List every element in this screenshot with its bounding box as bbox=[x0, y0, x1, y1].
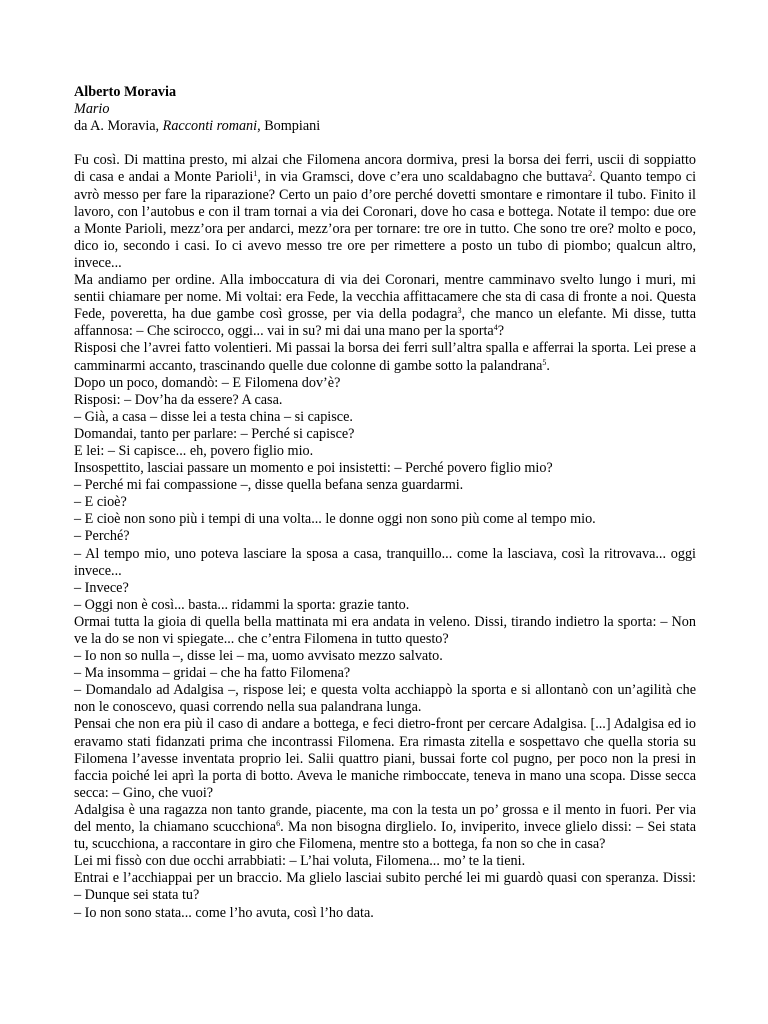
paragraph bbox=[74, 340, 696, 374]
text-run: – Io non so nulla –, disse lei – ma, uomo avvisato mezzo salvato. bbox=[74, 648, 443, 665]
source-book-title: Racconti romani bbox=[162, 118, 258, 135]
story-body bbox=[74, 152, 696, 921]
text-run: Fu così. Di mattina presto, mi alzai che Filomena ancora dormiva, presi la borsa dei ferri, uscii di soppiatto di casa e andai a Monte Parioli bbox=[74, 152, 696, 186]
source-prefix: da A. Moravia, bbox=[74, 118, 163, 135]
paragraph bbox=[74, 546, 696, 580]
text-run: Pensai che non era più il caso di andare a bottega, e feci dietro-front per cercare Adalgisa. [...] Adalgisa ed io eravamo stati fidanzati prima che incontrassi Filomena. Era rimasta zitella e sospettavo che quella storia su Filomena l’avesse inventata proprio lei. Salii quattro piani, bussai forte col pugno, per poco non la presi in faccia poiché lei aprì la porta di botto. Aveva le maniche rimboccate, teneva in mano una scopa. Disse secca secca: – Gino, che vuoi? bbox=[74, 716, 696, 801]
paragraph bbox=[74, 375, 696, 392]
text-run: – E cioè? bbox=[74, 494, 127, 511]
text-run: – Io non sono stata... come l’ho avuta, così l’ho data. bbox=[74, 904, 374, 921]
text-run: – Oggi non è così... basta... ridammi la sporta: grazie tanto. bbox=[74, 596, 410, 613]
paragraph bbox=[74, 152, 696, 272]
author-name: Alberto Moravia bbox=[74, 84, 177, 100]
footnote-marker: 6 bbox=[276, 819, 281, 829]
spacer bbox=[74, 135, 696, 152]
text-run: . bbox=[546, 357, 550, 374]
footnote-marker: 2 bbox=[588, 169, 593, 179]
text-run: . Ma non bisogna dirglielo. Io, inviperito, invece glielo dissi: – Sei stata tu, scucchiona, a raccontare in giro che Filomena, mentre sto a bottega, fa non so che in casa? bbox=[74, 819, 696, 853]
paragraph bbox=[74, 870, 696, 904]
text-run: , che manco un elefante. Mi disse, tutta affannosa: – Che scirocco, oggi... vai in su? mi dai una mano per la sporta bbox=[74, 306, 697, 340]
text-run: – Perché? bbox=[74, 528, 130, 545]
footnote-marker: 5 bbox=[542, 357, 547, 367]
text-run: Lei mi fissò con due occhi arrabbiati: – L’hai voluta, Filomena... mo’ te la tieni. bbox=[74, 853, 526, 870]
text-run: Adalgisa è una ragazza non tanto grande, piacente, ma con la testa un po’ grossa e il mento in fuori. Per via del mento, la chiamano scucchiona bbox=[74, 801, 696, 836]
paragraph bbox=[74, 614, 696, 648]
text-run: Domandai, tanto per parlare: – Perché si capisce? bbox=[74, 425, 355, 442]
text-run: – Perché mi fai compassione –, disse quella befana senza guardarmi. bbox=[74, 477, 464, 494]
source-suffix: , Bompiani bbox=[257, 118, 321, 135]
paragraph bbox=[74, 905, 696, 922]
text-run: . Quanto tempo ci avrò messo per fare la riparazione? Certo un paio d’ore perché dovetti smontare e rimontare il tubo. Finito il lavoro, con l’autobus e con il tram tornai a via dei Coronari, dove ho casa e bottega. Notate il tempo: due ore a Monte Parioli, mezz’ora per andarci, mezz’ora per tornare: tre ore in tutto. Che sono tre ore? molto e poco, dico io, secondo i casi. Io ci avevo messo tre ore per rimettere a posto un tubo di piombo; qualcun altro, invece... bbox=[74, 169, 697, 271]
text-run: – E cioè non sono più i tempi di una volta... le donne oggi non sono più come al tempo mio. bbox=[74, 511, 596, 528]
story-title: Mario bbox=[74, 101, 110, 118]
paragraph bbox=[74, 460, 696, 477]
paragraph bbox=[74, 648, 696, 665]
paragraph bbox=[74, 665, 696, 682]
paragraph bbox=[74, 477, 696, 494]
paragraph bbox=[74, 426, 696, 443]
paragraph bbox=[74, 272, 696, 340]
paragraph bbox=[74, 802, 696, 853]
source-citation bbox=[74, 118, 696, 135]
paragraph bbox=[74, 494, 696, 511]
paragraph bbox=[74, 580, 696, 597]
paragraph bbox=[74, 682, 696, 716]
paragraph bbox=[74, 392, 696, 409]
text-run: – Al tempo mio, uno poteva lasciare la sposa a casa, tranquillo... come la lasciava, così la ritrovava... oggi invece... bbox=[74, 545, 696, 579]
text-run: Ma andiamo per ordine. Alla imboccatura di via dei Coronari, mentre camminavo svelto lungo i muri, mi sentii chiamare per nome. Mi voltai: era Fede, la vecchia affittacamere che sta di casa di fronte a noi. Questa Fede, poveretta, ha due gambe così grosse, per via della podagra bbox=[74, 272, 696, 323]
paragraph bbox=[74, 409, 696, 426]
text-run: – Invece? bbox=[74, 579, 129, 596]
text-run: Risposi che l’avrei fatto volentieri. Mi passai la borsa dei ferri sull’altra spalla e afferrai la sporta. Lei prese a camminarmi accanto, trascinando quelle due colonne di gambe sotto la palandrana bbox=[74, 340, 696, 374]
paragraph bbox=[74, 853, 696, 870]
text-run: E lei: – Si capisce... eh, povero figlio mio. bbox=[74, 442, 314, 459]
text-run: Dopo un poco, domandò: – E Filomena dov’è? bbox=[74, 374, 341, 391]
paragraph bbox=[74, 511, 696, 528]
text-run: Insospettito, lasciai passare un momento e poi insistetti: – Perché povero figlio mio? bbox=[74, 460, 553, 477]
paragraph bbox=[74, 528, 696, 545]
text-run: – Ma insomma – gridai – che ha fatto Filomena? bbox=[74, 665, 351, 682]
text-run: Entrai e l’acchiappai per un braccio. Ma glielo lasciai subito perché lei mi guardò quasi con speranza. Dissi: – Dunque sei stata tu? bbox=[74, 870, 696, 904]
text-run: ? bbox=[497, 323, 505, 340]
footnote-marker: 3 bbox=[457, 306, 462, 316]
paragraph bbox=[74, 716, 696, 801]
paragraph bbox=[74, 443, 696, 460]
footnote-marker: 4 bbox=[493, 323, 498, 333]
paragraph bbox=[74, 597, 696, 614]
footnote-marker: 1 bbox=[253, 169, 258, 179]
document bbox=[74, 84, 696, 922]
text-run: Ormai tutta la gioia di quella bella mattinata mi era andata in veleno. Dissi, tirando indietro la sporta: – Non ve la do se non vi spiegate... che c’entra Filomena in tutto questo? bbox=[74, 613, 696, 647]
text-run: Risposi: – Dov’ha da essere? A casa. bbox=[74, 391, 283, 408]
text-run: , in via Gramsci, dove c’era uno scaldabagno che buttava bbox=[257, 169, 589, 186]
text-run: – Domandalo ad Adalgisa –, rispose lei; e questa volta acchiappò la sporta e si allontanò con un’agilità che non le conoscevo, quasi correndo nella sua palandrana lunga. bbox=[74, 682, 696, 716]
text-run: – Già, a casa – disse lei a testa china – si capisce. bbox=[74, 408, 353, 425]
